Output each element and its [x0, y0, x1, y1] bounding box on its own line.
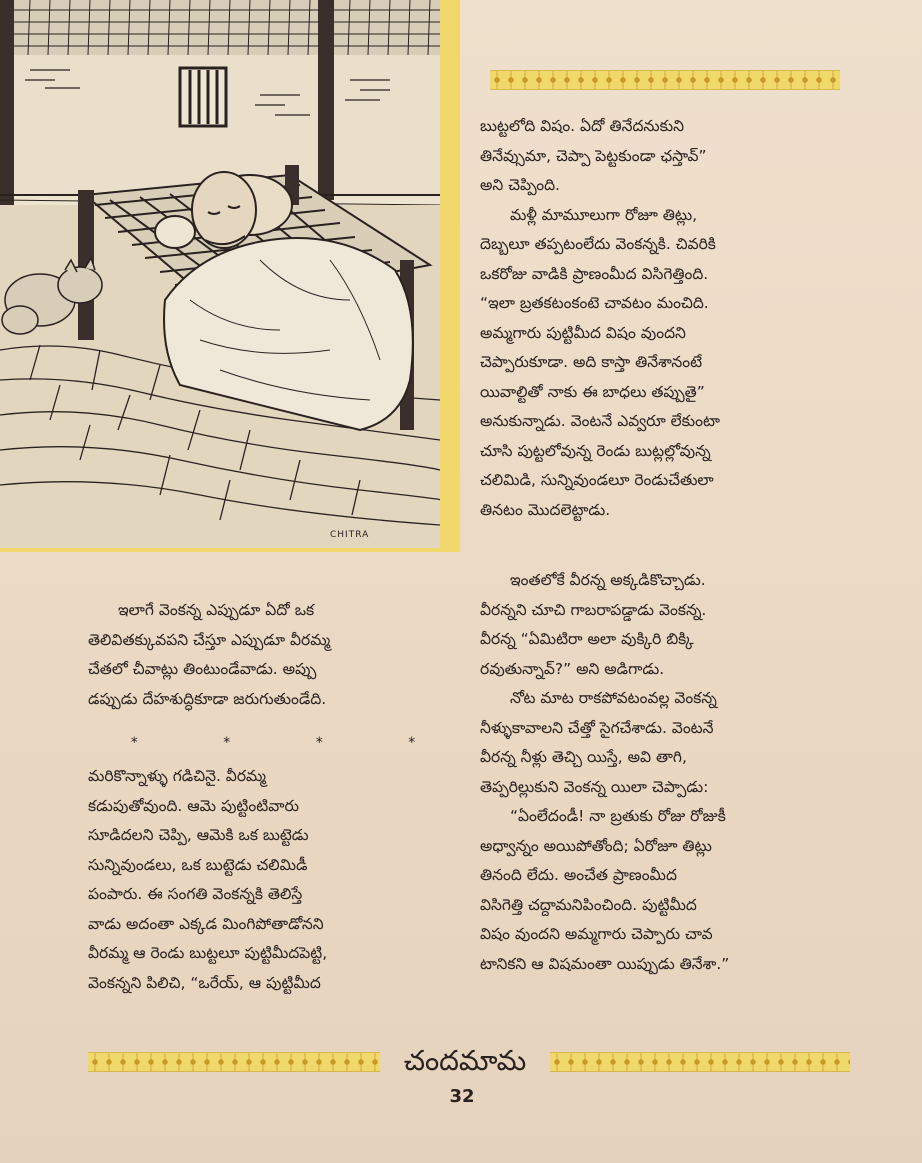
text-line: టానికని ఆ విషమంతా యిప్పుడు తినేశా.” — [480, 954, 730, 973]
section-separator — [88, 735, 458, 751]
text-line: సూడిదలని చెప్పి, ఆమెకి ఒక బుట్టెడు — [88, 826, 309, 844]
text-line: అమ్మగారు పుట్టిమీద విషం వుందని — [480, 323, 686, 342]
page-number: 32 — [449, 1086, 475, 1107]
text-line: విసిగెత్తి చద్దామనిపించింది. పుట్టిమీద — [480, 895, 697, 914]
magazine-name: చందమామ — [403, 1044, 527, 1077]
text-line: తినేవ్సుమా, చెప్పా పెట్టకుండా ఛస్తావ్” — [480, 146, 707, 165]
text-line: నోట మాట రాకపోవటంవల్ల వెంకన్న — [510, 689, 717, 707]
separator-star: * — [130, 735, 138, 751]
text-line: దెబ్బలూ తప్పటంలేదు వెంకన్నకి. చివరికి — [480, 235, 716, 253]
right-column-bottom-text — [480, 566, 858, 979]
left-column-bottom-text — [88, 762, 458, 998]
text-line: చేతలో చీవాట్లు తింటుండేవాడు. అప్పు — [88, 660, 317, 678]
text-line: వాడు అదంతా ఎక్కడ మింగిపోతాడోనని — [88, 914, 324, 933]
illustration-frame — [0, 0, 460, 552]
text-line: చెప్పారుకూడా. అది కాస్తా తినేశానంటే — [480, 353, 703, 371]
text-line: తినటం మొదలెట్టాడు. — [480, 500, 611, 519]
text-line: తెప్పరిల్లుకుని వెంకన్న యిలా చెప్పాడు: — [480, 777, 709, 796]
text-line: వీరన్నని చూచి గాబరాపడ్డాడు వెంకన్న. — [480, 600, 707, 619]
text-line: పంపారు. ఈ సంగతి వెంకన్నకి తెలిస్తే — [88, 885, 303, 903]
separator-star: * — [315, 735, 323, 751]
text-line: యివాల్టితో నాకు ఈ బాధలు తప్పుతై” — [480, 382, 705, 401]
text-line: డప్పుడు దేహశుద్ధికూడా జరుగుతుండేది. — [88, 689, 327, 708]
illustration-credit: CHITRA — [330, 530, 370, 540]
text-line: కడుపుతోవుంది. ఆమె పుట్టింటివారు — [88, 796, 300, 815]
text-line: నీళ్ళుకావాలని చేత్తో సైగచేశాడు. వెంటనే — [480, 718, 714, 737]
text-line: మళ్లీ మామూలుగా రోజూ తిట్లు, — [510, 205, 698, 224]
right-column-top-text — [480, 112, 858, 525]
text-line: ఇలాగే వెంకన్న ఎప్పుడూ ఏదో ఒక — [118, 601, 315, 619]
text-line: వీరన్న నీళ్లు తెచ్చి యిస్తే, అవి తాగి, — [480, 748, 687, 766]
text-line: రవుతున్నావ్?” అని అడిగాడు. — [480, 659, 665, 678]
ornamental-band-bottom-right — [550, 1052, 850, 1072]
text-line: వీరన్న “ఏమిటిరా అలా వుక్కిరి బిక్కి — [480, 630, 694, 648]
text-line: ఒకరోజు వాడికి ప్రాణంమీద విసిగెత్తింది. — [480, 264, 709, 283]
text-line: సున్నివుండలు, ఒక బుట్టెడు చలిమిడీ — [88, 855, 308, 874]
text-line: వెంకన్నని పిలిచి, “ఒరేయ్, ఆ పుట్టిమీద — [88, 973, 321, 992]
text-line: “ఇలా బ్రతకటంకంటె చావటం మంచిది. — [480, 294, 709, 312]
text-line: బుట్టలోది విషం. ఏదో తినేదనుకుని — [480, 117, 684, 135]
text-line: తెలివితక్కువపని చేస్తూ ఎప్పుడూ వీరమ్మ — [88, 630, 331, 649]
text-line: “ఏంలేదండీ! నా బ్రతుకు రోజు రోజుకీ — [510, 807, 726, 825]
text-line: అనుకున్నాడు. వెంటనే ఎవ్వరూ లేకుంటా — [480, 412, 720, 430]
ornamental-band-top — [490, 70, 840, 90]
illustration-drawing — [0, 0, 440, 548]
text-line: అధ్వాన్నం అయిపోతోంది; ఏరోజూ తిట్లు — [480, 836, 712, 855]
text-line: అని చెప్పింది. — [480, 176, 560, 194]
text-line: వీరమ్మ ఆ రెండు బుట్టలూ పుట్టిమీదపెట్టి, — [88, 944, 328, 962]
text-line: తినంది లేదు. అంచేత ప్రాణంమీద — [480, 866, 677, 884]
sleeping-man-illustration — [0, 0, 440, 548]
separator-star: * — [223, 735, 231, 751]
text-line: చలిమిడి, సున్నివుండలూ రెండుచేతులా — [480, 471, 714, 489]
text-line: ఇంతలోకే వీరన్న అక్కడికొచ్చాడు. — [510, 571, 706, 589]
ornamental-band-bottom-left — [88, 1052, 380, 1072]
text-line: విషం వుందని అమ్మగారు చెప్పారు చావ — [480, 925, 713, 943]
text-line: చూసి పుట్టలోవున్న రెండు బుట్లల్లోవున్న — [480, 441, 711, 460]
separator-star: * — [408, 735, 416, 751]
left-column-top-text — [88, 596, 458, 714]
text-line: మరికొన్నాళ్ళు గడిచినై. వీరమ్మ — [88, 767, 267, 785]
